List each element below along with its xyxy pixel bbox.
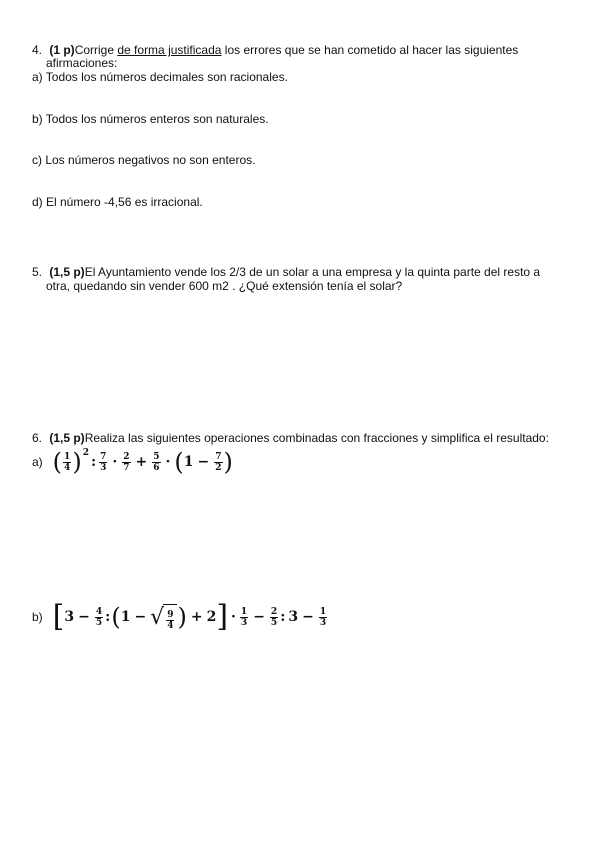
bracket-open: [ bbox=[52, 599, 65, 634]
numerator: 7 bbox=[215, 451, 222, 462]
radicand bbox=[163, 604, 177, 631]
q5-heading bbox=[32, 265, 540, 279]
denominator: 6 bbox=[153, 462, 160, 473]
denominator: 7 bbox=[123, 462, 130, 473]
operator: : bbox=[280, 609, 286, 625]
q6-expression-b bbox=[32, 599, 328, 634]
q4-item-d: d) El número -4,56 es irracional. bbox=[32, 195, 203, 209]
q6-expression-a bbox=[32, 450, 233, 474]
fraction bbox=[319, 607, 327, 628]
operator: − bbox=[197, 454, 210, 470]
fraction bbox=[63, 452, 71, 473]
numerator: 2 bbox=[270, 606, 278, 617]
q6-label-b: b) bbox=[32, 610, 43, 624]
bracket-close: ] bbox=[216, 599, 229, 634]
q5-line1: El Ayuntamiento vende los 2/3 de un solar a una empresa y la quinta parte del resto a bbox=[84, 265, 541, 279]
numerator: 4 bbox=[95, 606, 103, 617]
fraction bbox=[240, 607, 248, 628]
operator: + bbox=[135, 454, 148, 470]
denominator: 3 bbox=[319, 617, 327, 628]
numerator: 1 bbox=[319, 606, 327, 617]
number: 2 bbox=[206, 609, 217, 625]
operator: · bbox=[165, 454, 171, 470]
operator: : bbox=[90, 454, 97, 470]
q4-points: (1 p) bbox=[49, 43, 75, 57]
number: 3 bbox=[64, 609, 75, 625]
fraction bbox=[214, 452, 222, 473]
paren-close: ) bbox=[223, 448, 233, 476]
denominator: 5 bbox=[270, 617, 278, 628]
operator: − bbox=[253, 609, 265, 625]
exponent: 2 bbox=[82, 448, 89, 458]
numerator: 1 bbox=[240, 606, 248, 617]
paren-close: ) bbox=[72, 448, 82, 476]
numerator: 5 bbox=[153, 451, 160, 462]
q4-number: 4. bbox=[32, 43, 43, 57]
fraction bbox=[152, 452, 160, 473]
q4-text-before: Corrige bbox=[74, 43, 118, 57]
q6-heading bbox=[32, 431, 549, 445]
numerator: 2 bbox=[123, 451, 130, 462]
q5-points: (1,5 p) bbox=[49, 265, 85, 279]
operator: · bbox=[112, 454, 118, 470]
operator: + bbox=[190, 609, 203, 625]
q6-text: Realiza las siguientes operaciones combinadas con fracciones y simplifica el resultado: bbox=[84, 431, 549, 445]
q6-label-a: a) bbox=[32, 455, 43, 469]
q4-text-line2: afirmaciones: bbox=[46, 56, 118, 70]
q4-item-c: c) Los números negativos no son enteros. bbox=[32, 153, 256, 167]
paren-open: ( bbox=[52, 448, 63, 476]
fraction bbox=[166, 610, 174, 631]
denominator: 3 bbox=[240, 617, 248, 628]
number: 3 bbox=[288, 609, 299, 625]
fraction bbox=[99, 452, 107, 473]
operator: − bbox=[134, 609, 147, 625]
square-root bbox=[150, 604, 177, 631]
operator: − bbox=[78, 609, 90, 625]
paren-close: ) bbox=[177, 603, 187, 631]
numerator: 7 bbox=[100, 451, 107, 462]
fraction bbox=[95, 607, 103, 628]
paren-open: ( bbox=[174, 448, 184, 476]
q4-heading bbox=[32, 43, 518, 57]
q4-item-a: a) Todos los números decimales son racionales. bbox=[32, 70, 288, 84]
q5-line2: otra, quedando sin vender 600 m2 . ¿Qué extensión tenía el solar? bbox=[46, 279, 403, 293]
operator: : bbox=[105, 609, 111, 625]
q5-number: 5. bbox=[32, 265, 43, 279]
q4-text-after: los errores que se han cometido al hacer las siguientes bbox=[221, 43, 519, 57]
fraction bbox=[270, 607, 278, 628]
operator: · bbox=[231, 609, 236, 625]
denominator: 2 bbox=[215, 462, 222, 473]
operator: − bbox=[302, 609, 314, 625]
numerator: 1 bbox=[64, 451, 71, 462]
q4-underlined: de forma justificada bbox=[117, 43, 222, 57]
q6-number: 6. bbox=[32, 431, 43, 445]
denominator: 4 bbox=[167, 620, 174, 631]
denominator: 4 bbox=[64, 462, 71, 473]
paren-open: ( bbox=[111, 603, 121, 631]
denominator: 3 bbox=[100, 462, 107, 473]
fraction bbox=[122, 452, 130, 473]
q4-item-b: b) Todos los números enteros son naturales. bbox=[32, 112, 269, 126]
number: 1 bbox=[120, 609, 131, 625]
radical-sign-icon: √ bbox=[150, 604, 165, 630]
q6-points: (1,5 p) bbox=[49, 431, 85, 445]
numerator: 9 bbox=[167, 609, 174, 620]
number: 1 bbox=[183, 454, 194, 470]
denominator: 5 bbox=[95, 617, 103, 628]
